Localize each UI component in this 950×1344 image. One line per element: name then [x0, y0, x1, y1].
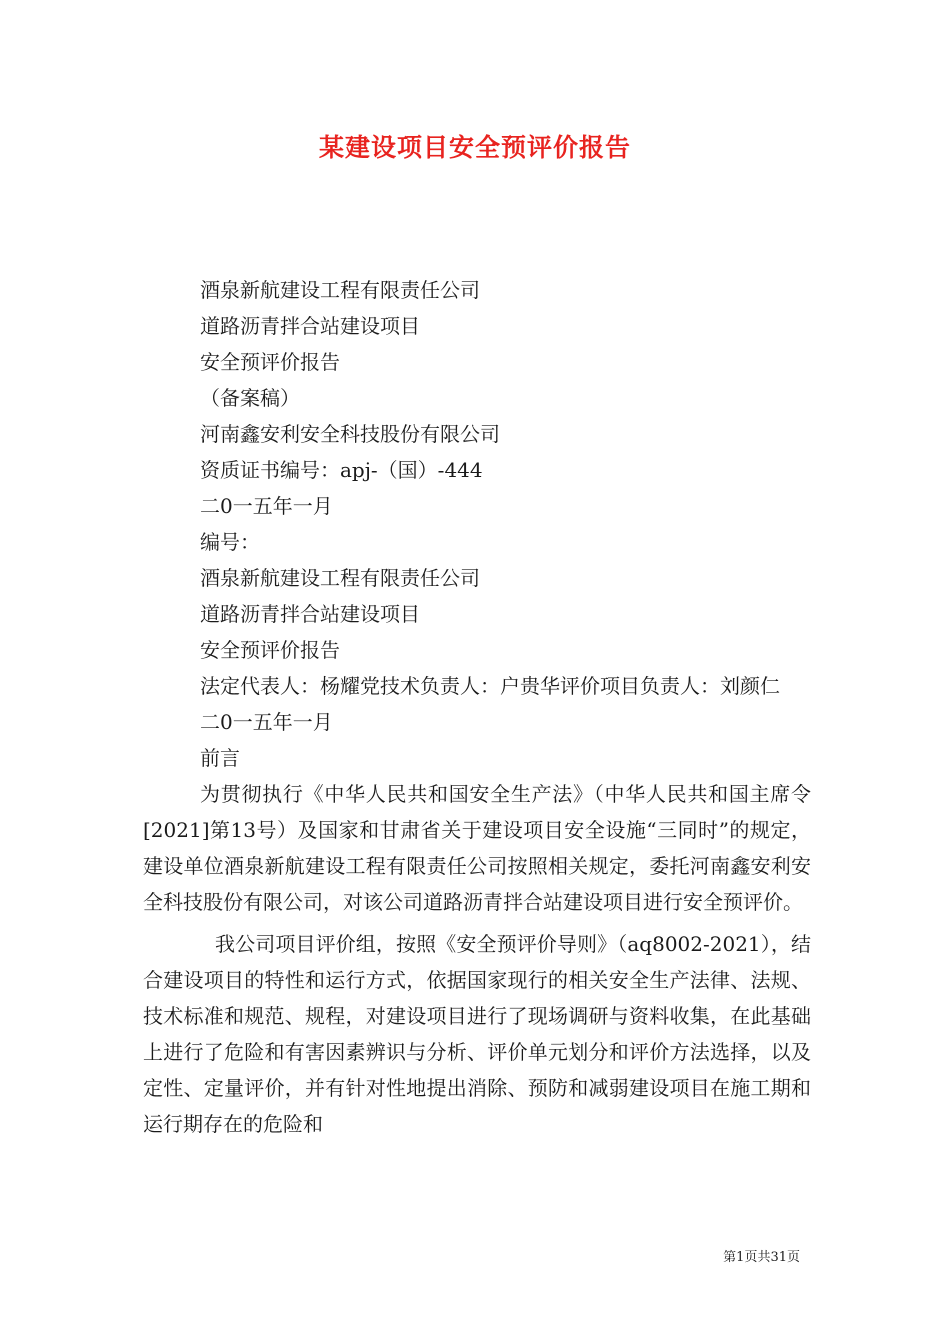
preface-paragraph-2: 我公司项目评价组，按照《安全预评价导则》（aq8002-2021），结合建设项目的特性和运行方式，依据国家现行的相关安全生产法律、法规、技术标准和规范、规程，对建设项目进行了现场调研与资料收集，在此基础上进行了危险和有害因素辨识与分析、评价单元划分和评价方法选择，以及定性、定量评价，并有针对性地提出消除、预防和减弱建设项目在施工期和运行期存在的危险和	[143, 932, 811, 1136]
document-title: 某建设项目安全预评价报告	[318, 133, 631, 162]
text-line: 资质证书编号：apj-（国）-444	[200, 458, 483, 482]
preface-paragraph-1: 为贯彻执行《中华人民共和国安全生产法》（中华人民共和国主席令[2021]第13号）及国家和甘肃省关于建设项目安全设施“三同时”的规定，建设单位酒泉新航建设工程有限责任公司按照相关规定，委托河南鑫安利安全科技股份有限公司，对该公司道路沥青拌合站建设项目进行安全预评价。	[143, 782, 811, 914]
text-line: 酒泉新航建设工程有限责任公司	[200, 566, 480, 590]
preface-heading: 前言	[200, 746, 240, 770]
date-line: 二0一五年一月	[200, 710, 333, 734]
text-line: 道路沥青拌合站建设项目	[200, 314, 420, 338]
text-line: 酒泉新航建设工程有限责任公司	[200, 278, 480, 302]
text-line: 河南鑫安利安全科技股份有限公司	[200, 422, 500, 446]
text-line: 编号：	[200, 530, 260, 554]
representatives-line: 法定代表人：杨耀党技术负责人：户贵华评价项目负责人：刘颜仁	[200, 674, 780, 698]
text-line: （备案稿）	[200, 386, 300, 410]
page-number: 第1页共31页	[723, 1250, 800, 1265]
text-line: 安全预评价报告	[200, 638, 340, 662]
text-line: 道路沥青拌合站建设项目	[200, 602, 420, 626]
text-line: 二0一五年一月	[200, 494, 333, 518]
text-line: 安全预评价报告	[200, 350, 340, 374]
document-body	[143, 272, 811, 1142]
